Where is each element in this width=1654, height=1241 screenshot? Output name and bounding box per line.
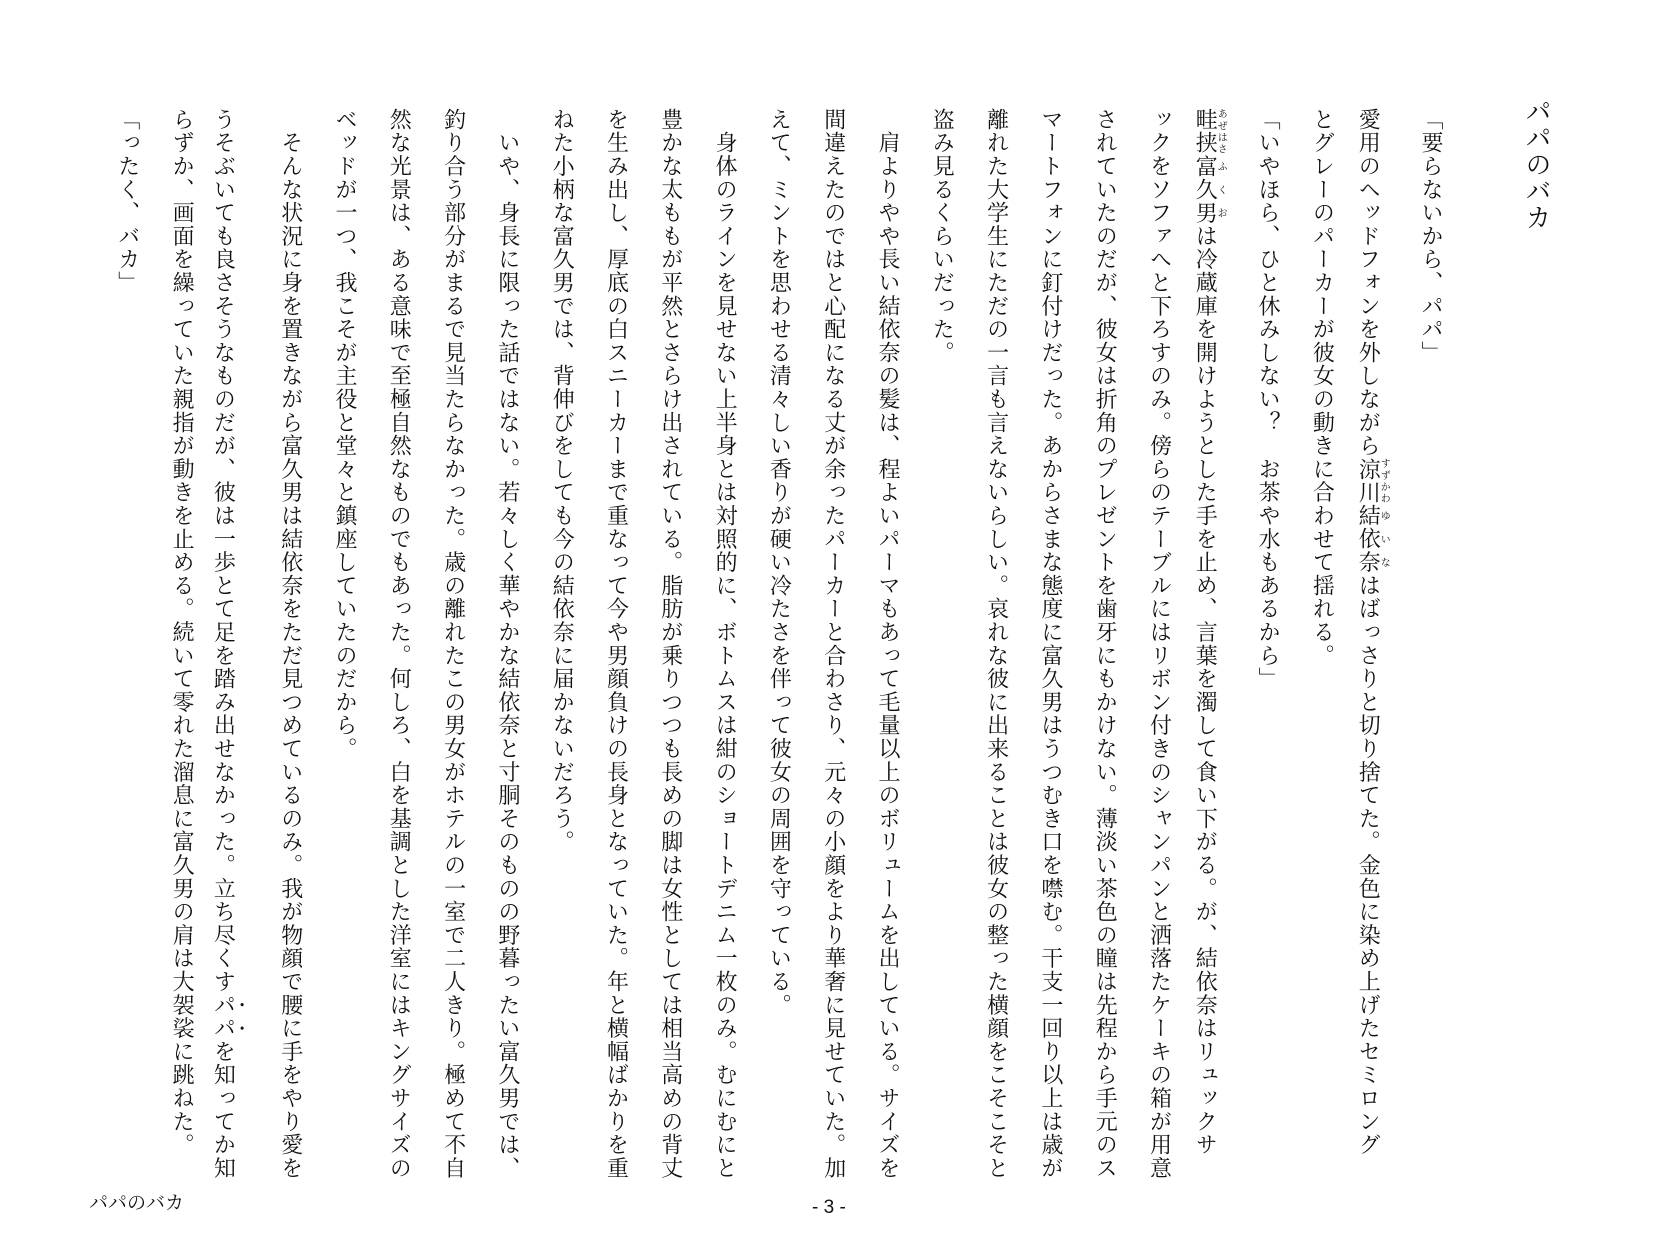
text-run: 豊かな太ももが平然とさらけ出されている。脂肪が乗りつつも長めの脚は女性としては相当高めの背丈 — [657, 108, 683, 1180]
text-run: ねた小柄な富久男では、背伸びをしても今の結依奈に届かないだろう。 — [549, 108, 575, 854]
text-column — [983, 108, 1009, 1180]
text-run: 「要らないから、パパ」 — [1418, 108, 1443, 365]
ruby-word — [1192, 108, 1227, 155]
text-column — [277, 108, 303, 1180]
text-run: うそぶいても良さそうなものだが、彼は一歩とて足を踏み出せなかった。立ち尽くす — [210, 108, 236, 994]
text-column — [711, 108, 737, 1180]
ruby-word — [1192, 154, 1227, 225]
text-column — [168, 108, 194, 1157]
text-column — [820, 108, 846, 1180]
emphasized-text: パパ — [210, 993, 236, 1041]
furigana: すずかわ — [1378, 457, 1390, 505]
text-run: えて、ミントを思わせる清々しい香りが硬い冷たさを伴って彼女の周囲を守っている。 — [766, 108, 792, 1017]
text-run: とグレーのパーカーが彼女の動きに合わせて揺れる。 — [1309, 108, 1335, 668]
text-column — [874, 108, 900, 1180]
text-column — [385, 108, 411, 1180]
chapter-title: パパのバカ — [1521, 98, 1551, 231]
text-column — [1417, 108, 1443, 364]
text-run: 釣り合う部分がまるで見当たらなかった。歳の離れたこの男女がホテルの一室で二人きり。極めて不自 — [440, 108, 466, 1180]
text-column — [603, 108, 629, 1180]
text-run: 肩よりやや長い結依奈の髪は、程よいパーマもあって毛量以上のボリュームを出している。サイズを — [875, 108, 900, 1180]
text-run: 身体のラインを見せない上半身とは対照的に、ボトムスは紺のショートデニム一枚のみ。むにむにと — [712, 108, 738, 1180]
text-run: 「ったく、バカ」 — [114, 108, 140, 295]
footer-running-title: パパのバカ — [89, 1192, 185, 1214]
text-run: 離れた大学生にただの一言も言えないらしい。哀れな彼に出来ることは彼女の整った横顔をこそこそと — [983, 108, 1009, 1180]
text-column — [548, 108, 574, 854]
text-run: ベッドが一つ、我こそが主役と堂々と鎮座していたのだから。 — [332, 108, 357, 761]
text-run: 間違えたのではと心配になる丈が余ったパーカーと合わさり、元々の小顔をより華奢に見せていた。加 — [820, 108, 846, 1180]
furigana: ふくお — [1215, 154, 1227, 225]
text-column — [494, 108, 520, 1180]
text-column — [1146, 108, 1172, 1180]
text-run: いや、身長に限った話ではない。若々しく華やかな結依奈と寸胴そのものの野暮ったい富久男では、 — [494, 108, 520, 1180]
text-run: を生み出し、厚底の白スニーカーまで重なって今や男顔負けの長身となっていた。年と横幅ばかりを重 — [603, 108, 629, 1180]
text-run: はばっさりと切り捨てた。金色に染め上げたセミロング — [1355, 574, 1381, 1157]
ruby-base: 畦挟 — [1192, 108, 1218, 155]
text-run: 然な光景は、ある意味で至極自然なものでもあった。何しろ、白を基調とした洋室にはキングサイズの — [386, 108, 412, 1180]
text-run: 「いやほら、ひと休みしない？ お茶や水もあるから」 — [1255, 108, 1281, 691]
text-column — [657, 108, 683, 1180]
text-run: らずか、画面を繰っていた親指が動きを止める。続いて零れた溜息に富久男の肩は大袈裟に跳ねた。 — [169, 108, 195, 1157]
text-column — [1308, 108, 1334, 667]
text-run: を知ってか知 — [210, 1040, 236, 1180]
text-run: 愛用のヘッドフォンを外しながら — [1355, 108, 1381, 458]
text-column — [114, 108, 140, 294]
text-run: 盗み見るくらいだった。 — [929, 108, 955, 365]
text-column — [440, 108, 466, 1180]
ruby-word — [1355, 457, 1390, 505]
ruby-base: 涼川 — [1355, 457, 1381, 505]
text-column — [1037, 108, 1063, 1180]
ruby-base: 結依奈 — [1355, 504, 1381, 575]
furigana: ゆいな — [1378, 504, 1390, 574]
text-column — [1091, 108, 1117, 1180]
text-column — [1355, 108, 1390, 1157]
text-column — [1192, 108, 1227, 1157]
text-run: ックをソファへと下ろすのみ。傍らのテーブルにはリボン付きのシャンパンと洒落たケーキの箱が用意 — [1146, 108, 1172, 1180]
ruby-word — [1355, 504, 1390, 575]
page-number: - 3 - — [812, 1197, 846, 1218]
text-column — [765, 108, 791, 1017]
text-run: は冷蔵庫を開けようとした手を止め、言葉を濁して食い下がる。が、結依奈はリュックサ — [1192, 224, 1218, 1157]
furigana: あぜはさ — [1215, 108, 1227, 155]
text-column — [210, 108, 248, 1180]
text-column — [331, 108, 357, 760]
ruby-base: 富久男 — [1192, 154, 1218, 225]
text-column — [928, 108, 954, 364]
text-run: そんな状況に身を置きながら富久男は結依奈をただ見つめているのみ。我が物顔で腰に手をやり愛を — [277, 108, 303, 1180]
text-run: されていたのだが、彼女は折角のプレゼントを歯牙にもかけない。薄淡い茶色の瞳は先程から手元のス — [1092, 108, 1118, 1180]
text-column — [1254, 108, 1280, 691]
text-run: マートフォンに釘付けだった。あからさまな態度に富久男はうつむき口を噤む。干支一回り以上は歳が — [1037, 108, 1063, 1180]
